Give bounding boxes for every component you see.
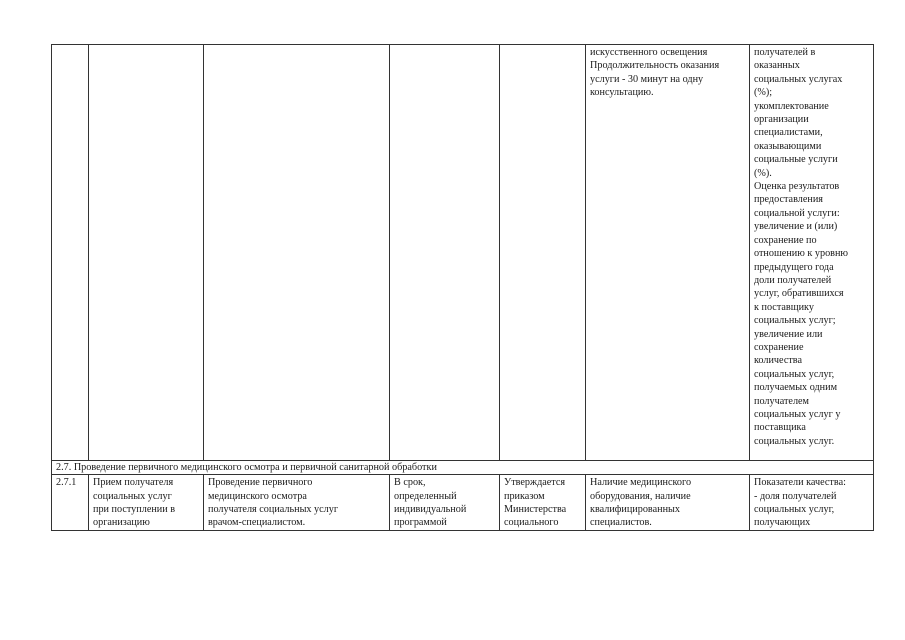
- text-line: социального: [504, 517, 559, 529]
- text-line: специалистами,: [754, 127, 823, 139]
- text-line: организацию: [93, 517, 150, 529]
- text-line: оборудования, наличие: [590, 490, 691, 502]
- text-line: сохранение: [754, 341, 804, 353]
- quality-indicators: [750, 475, 874, 531]
- text-line: отношению к уровню: [754, 248, 849, 260]
- text-line: приказом: [504, 490, 545, 502]
- cont-col-description: [204, 45, 390, 461]
- text-line: укомплектование: [754, 100, 829, 112]
- text-line: социальных услугах: [754, 73, 843, 85]
- text-line: предыдущего года: [754, 261, 834, 273]
- services-standard-table: [51, 44, 874, 531]
- text-line: увеличение или: [754, 328, 823, 340]
- section-title: 2.7. Проведение первичного медицинского осмотра и первичной санитарной обработки: [52, 461, 874, 475]
- text-line: Наличие медицинского: [590, 477, 692, 489]
- text-line: Проведение первичного: [208, 477, 313, 489]
- text-line: получателем: [754, 395, 809, 407]
- text-line: услуги - 30 минут на одну: [590, 73, 704, 85]
- text-line: специалистов.: [590, 517, 652, 529]
- text-line: социальных услуг у: [754, 408, 841, 420]
- text-line: социальные услуги: [754, 154, 838, 166]
- text-line: поставщика: [754, 422, 806, 434]
- section-row: [52, 461, 874, 475]
- text-line: социальных услуг,: [754, 504, 835, 515]
- cont-col-service: [89, 45, 204, 461]
- text-line: предоставления: [754, 194, 823, 206]
- text-line: Утверждается: [504, 477, 566, 489]
- service-description: [204, 475, 390, 531]
- service-tariff: [500, 475, 586, 531]
- text-line: - доля получателей: [754, 490, 837, 502]
- text-line: социальных услуг: [93, 490, 172, 502]
- text-line: организации: [754, 114, 809, 126]
- cont-col-term: [390, 45, 500, 461]
- text-line: квалифицированных: [590, 504, 680, 515]
- text-line: социальных услуг;: [754, 315, 836, 327]
- text-line: количества: [754, 355, 802, 367]
- text-line: увеличение и (или): [754, 221, 838, 233]
- text-line: (%).: [754, 167, 772, 179]
- text-line: доли получателей: [754, 274, 832, 286]
- service-term: [390, 475, 500, 531]
- text-line: (%);: [754, 87, 773, 99]
- text-line: социальных услуг.: [754, 435, 835, 447]
- text-line: индивидуальной: [394, 504, 467, 515]
- text-line: при поступлении в: [93, 504, 176, 515]
- table-row: [52, 475, 874, 531]
- text-line: консультацию.: [590, 87, 654, 99]
- service-conditions: [586, 475, 750, 531]
- text-line: к поставщику: [754, 301, 814, 313]
- text-line: Оценка результатов: [754, 181, 840, 193]
- cont-col-tariff: [500, 45, 586, 461]
- text-line: получателя социальных услуг: [208, 504, 339, 515]
- row-number: 2.7.1: [52, 475, 89, 531]
- text-line: Продолжительность оказания: [590, 60, 720, 72]
- cont-col-conditions: [586, 45, 750, 461]
- text-line: социальной услуги:: [754, 207, 840, 219]
- text-line: социальных услуг,: [754, 368, 835, 380]
- service-name: [89, 475, 204, 531]
- text-line: оказывающими: [754, 140, 822, 152]
- text-line: оказанных: [754, 60, 800, 72]
- cont-col-number: [52, 45, 89, 461]
- text-line: услуг, обратившихся: [754, 288, 844, 300]
- text-line: В срок,: [394, 477, 426, 489]
- text-line: получающих: [754, 517, 811, 529]
- text-line: Показатели качества:: [754, 477, 846, 489]
- text-line: искусственного освещения: [590, 47, 708, 58]
- continued-row: [52, 45, 874, 461]
- text-line: медицинского осмотра: [208, 490, 307, 502]
- text-line: определенный: [394, 490, 457, 502]
- cont-col-indicators: [750, 45, 874, 461]
- text-line: Министерства: [504, 504, 567, 515]
- text-line: получаемых одним: [754, 382, 838, 394]
- text-line: Прием получателя: [93, 477, 174, 489]
- spacer: [754, 448, 869, 460]
- text-line: получателей в: [754, 47, 816, 58]
- text-line: врачом-специалистом.: [208, 517, 306, 529]
- text-line: программой: [394, 517, 447, 529]
- text-line: сохранение по: [754, 234, 817, 246]
